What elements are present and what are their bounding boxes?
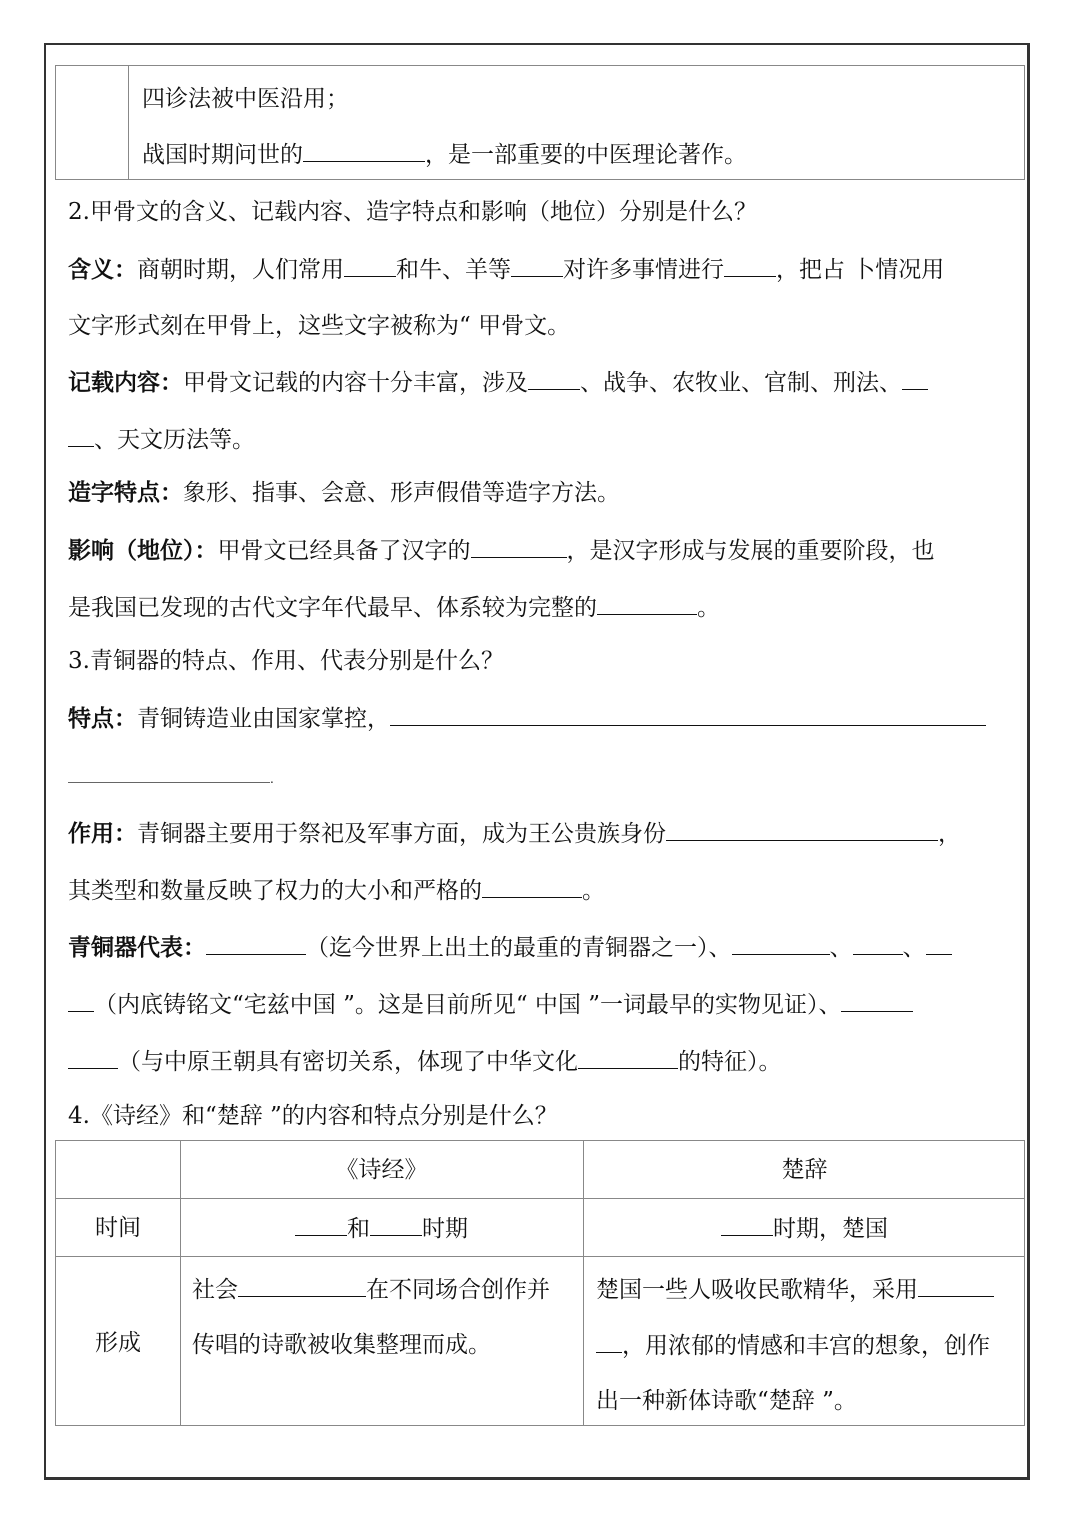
text: 青铜器主要用于祭祀及军事方面，成为王公贵族身份 xyxy=(137,821,666,847)
q2-content xyxy=(68,367,928,398)
table-row-text xyxy=(142,139,747,170)
answer-blank[interactable] xyxy=(238,1274,366,1297)
table-divider xyxy=(56,1198,1024,1199)
text: 楚国一些人吸收民歌精华，采用 xyxy=(596,1277,918,1303)
answer-blank[interactable] xyxy=(596,1330,622,1353)
text: （内底铸铭文“宅兹中国 ”。这是目前所见“ 中国 ”一词最早的实物见证）、 xyxy=(94,992,842,1018)
formation-chuci-line2 xyxy=(596,1330,990,1361)
answer-blank[interactable] xyxy=(482,875,582,898)
q3-feature xyxy=(68,703,986,734)
time-shijing xyxy=(180,1213,583,1244)
q2-content-line2 xyxy=(68,424,255,455)
q2-meaning-line2: 文字形式刻在甲骨上，这些文字被称为“ 甲骨文。 xyxy=(68,313,571,339)
answer-blank[interactable] xyxy=(471,535,567,558)
answer-blank[interactable] xyxy=(370,1213,422,1236)
text: 。 xyxy=(697,595,720,621)
question-2: 2.甲骨文的含义、记载内容、造字特点和影响（地位）分别是什么？ xyxy=(68,199,757,225)
answer-blank[interactable] xyxy=(853,932,903,955)
label: 特点： xyxy=(68,705,137,732)
answer-blank[interactable] xyxy=(578,1046,678,1069)
answer-blank[interactable] xyxy=(68,989,94,1012)
formation-chuci-line3: 出一种新体诗歌“楚辞 ”。 xyxy=(596,1388,857,1414)
row-header-time: 时间 xyxy=(95,1215,141,1241)
text: 对许多事情进行 xyxy=(563,257,724,283)
text: 的特征）。 xyxy=(678,1049,782,1075)
text: . xyxy=(270,772,274,786)
answer-blank[interactable] xyxy=(902,367,928,390)
question-4: 4.《诗经》和“楚辞 ”的内容和特点分别是什么？ xyxy=(68,1103,558,1129)
q3-representatives-line2 xyxy=(68,989,913,1020)
q3-use xyxy=(68,818,961,849)
answer-blank[interactable] xyxy=(303,139,425,162)
text: （迄今世界上出土的最重的青铜器之一）、 xyxy=(306,935,732,961)
answer-blank[interactable] xyxy=(68,424,94,447)
answer-blank[interactable] xyxy=(732,932,830,955)
answer-blank[interactable] xyxy=(295,1213,347,1236)
text: ，是一部重要的中医理论著作。 xyxy=(425,142,747,168)
label: 作用： xyxy=(68,820,137,847)
label: 记载内容： xyxy=(68,369,183,396)
text: 甲骨文已经具备了汉字的 xyxy=(217,538,471,564)
text: 和 xyxy=(347,1216,370,1242)
label: 影响（地位）： xyxy=(68,537,218,564)
top-table xyxy=(55,65,1025,180)
q3-representatives-line3 xyxy=(68,1046,782,1077)
answer-blank[interactable] xyxy=(926,932,952,955)
text: 社会 xyxy=(192,1277,238,1303)
text: 战国时期问世的 xyxy=(142,142,303,168)
answer-blank[interactable] xyxy=(511,254,563,277)
text: 其类型和数量反映了权力的大小和严格的 xyxy=(68,878,482,904)
text: 。 xyxy=(582,878,605,904)
text: 时期 xyxy=(422,1216,468,1242)
q2-features xyxy=(68,478,620,508)
text: 甲骨文记载的内容十分丰富，涉及 xyxy=(183,370,528,396)
column-header-chuci: 楚辞 xyxy=(781,1157,828,1183)
text: ，把占 卜情况用 xyxy=(776,257,945,283)
answer-blank[interactable] xyxy=(666,818,938,841)
answer-blank[interactable] xyxy=(528,367,580,390)
text: 时期，楚国 xyxy=(773,1216,888,1242)
text: ，用浓郁的情感和丰宫的想象，创作 xyxy=(622,1333,990,1359)
text: 、战争、农牧业、官制、刑法、 xyxy=(580,370,902,396)
q3-use-line2 xyxy=(68,875,605,906)
table-row-text: 四诊法被中医沿用； xyxy=(142,86,349,112)
answer-blank[interactable] xyxy=(721,1213,773,1236)
answer-blank[interactable] xyxy=(724,254,776,277)
label: 造字特点： xyxy=(68,479,183,506)
label: 含义： xyxy=(68,256,137,283)
table-divider xyxy=(56,1256,1024,1257)
formation-shijing xyxy=(192,1274,550,1305)
question-3: 3.青铜器的特点、作用、代表分别是什么？ xyxy=(68,648,504,674)
text: 青铜铸造业由国家掌控， xyxy=(137,706,390,732)
time-chuci xyxy=(583,1213,1026,1244)
table-divider xyxy=(128,66,129,179)
q2-influence-line2 xyxy=(68,592,720,623)
poetry-table xyxy=(55,1140,1025,1426)
q2-meaning xyxy=(68,254,944,285)
q2-influence xyxy=(68,535,935,566)
text: ，是汉字形成与发展的重要阶段，也 xyxy=(566,538,935,564)
text: 是我国已发现的古代文字年代最早、体系较为完整的 xyxy=(68,595,597,621)
q3-representatives xyxy=(68,932,952,963)
answer-blank[interactable] xyxy=(841,989,913,1012)
text: 在不同场合创作并 xyxy=(366,1277,550,1303)
answer-blank[interactable] xyxy=(390,703,986,726)
text: 和牛、羊等 xyxy=(396,257,511,283)
text: 、天文历法等。 xyxy=(94,427,255,453)
label: 青铜器代表： xyxy=(68,934,206,961)
text: ， xyxy=(938,821,961,847)
text: 、 xyxy=(829,935,853,961)
answer-blank[interactable] xyxy=(344,254,396,277)
answer-blank[interactable] xyxy=(918,1274,994,1297)
answer-blank[interactable] xyxy=(68,760,270,783)
text: 象形、指事、会意、形声假借等造字方法。 xyxy=(183,480,620,506)
column-header-shijing: 《诗经》 xyxy=(335,1157,428,1183)
row-header-formation: 形成 xyxy=(95,1330,141,1356)
text: （与中原王朝具有密切关系，体现了中华文化 xyxy=(118,1049,578,1075)
answer-blank[interactable] xyxy=(206,932,306,955)
text: 、 xyxy=(902,935,926,961)
text: 商朝时期，人们常用 xyxy=(137,257,344,283)
formation-chuci xyxy=(596,1274,994,1305)
answer-blank[interactable] xyxy=(68,1046,118,1069)
formation-shijing-line2: 传唱的诗歌被收集整理而成。 xyxy=(192,1332,491,1358)
answer-blank[interactable] xyxy=(597,592,697,615)
q3-feature-line2 xyxy=(68,760,274,794)
